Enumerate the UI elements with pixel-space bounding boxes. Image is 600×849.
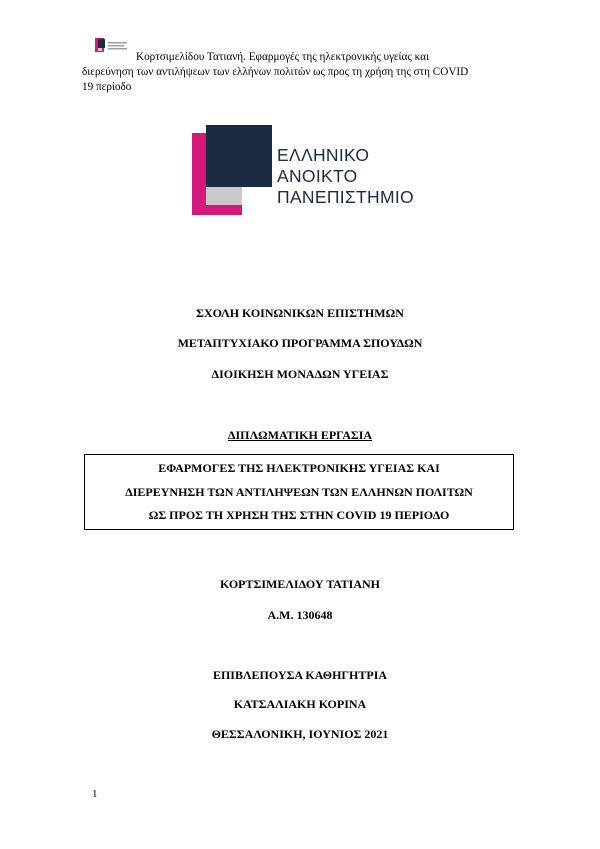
- thesis-label: [0, 428, 600, 443]
- hou-emblem-icon: [192, 125, 272, 215]
- title-line-1: ΕΦΑΡΜΟΓΕΣ ΤΗΣ ΗΛΕΚΤΡΟΝΙΚΗΣ ΥΓΕΙΑΣ ΚΑΙ: [158, 461, 440, 475]
- thesis-title-box: [84, 454, 514, 530]
- supervisor-label: ΕΠΙΒΛΕΠΟΥΣΑ ΚΑΘΗΓΗΤΡΙΑ: [212, 668, 388, 682]
- supervisor-name: ΚΑΤΣΑΛΙΑΚΗ ΚΟΡΙΝΑ: [233, 697, 367, 711]
- program-name: ΜΕΤΑΠΤΥΧΙΑΚΟ ΠΡΟΓΡΑΜΜΑ ΣΠΟΥΔΩΝ: [177, 336, 423, 350]
- logo-line-1: ΕΛΛΗΝΙΚΟ: [277, 145, 370, 165]
- student-id: Α.Μ. 130648: [267, 608, 333, 622]
- title-line-2: ΔΙΕΡΕΥΝΗΣΗ ΤΩΝ ΑΝΤΙΛΗΨΕΩΝ ΤΩΝ ΕΛΛΗΝΩΝ ΠΟΛΙΤΩΝ: [125, 485, 473, 499]
- university-logo: [192, 125, 432, 215]
- logo-line-2: ΑΝΟΙΚΤΟ: [277, 166, 358, 186]
- place-date: ΘΕΣΣΑΛΟΝΙΚΗ, ΙΟΥΝΙΟΣ 2021: [211, 727, 389, 741]
- page-number: 1: [92, 788, 98, 800]
- school-name: ΣΧΟΛΗ ΚΟΙΝΩΝΙΚΩΝ ΕΠΙΣΤΗΜΩΝ: [196, 306, 404, 320]
- logo-line-3: ΠΑΝΕΠΙΣΤΗΜΙΟ: [277, 187, 414, 207]
- author-name: ΚΟΡΤΣΙΜΕΛΙΔΟΥ ΤΑΤΙΑΝΗ: [220, 577, 380, 591]
- header-line-2: διερεύνηση των αντιλήψεων των ελλήνων πολιτών ως προς τη χρήση της στη COVID: [82, 66, 469, 78]
- department-name: ΔΙΟΙΚΗΣΗ ΜΟΝΑΔΩΝ ΥΓΕΙΑΣ: [211, 367, 389, 381]
- running-header: [82, 50, 522, 95]
- header-line-3: 19 περίοδο: [82, 81, 132, 93]
- thesis-label-text: ΔΙΠΛΩΜΑΤΙΚΗ ΕΡΓΑΣΙΑ: [227, 428, 373, 442]
- header-line-1: Κορτσιμελίδου Τατιανή. Εφαρμογές της ηλεκτρονικής υγείας και: [136, 51, 430, 63]
- title-line-3: ΩΣ ΠΡΟΣ ΤΗ ΧΡΗΣΗ ΤΗΣ ΣΤΗΝ COVID 19 ΠΕΡΙΟΔΟ: [148, 508, 450, 522]
